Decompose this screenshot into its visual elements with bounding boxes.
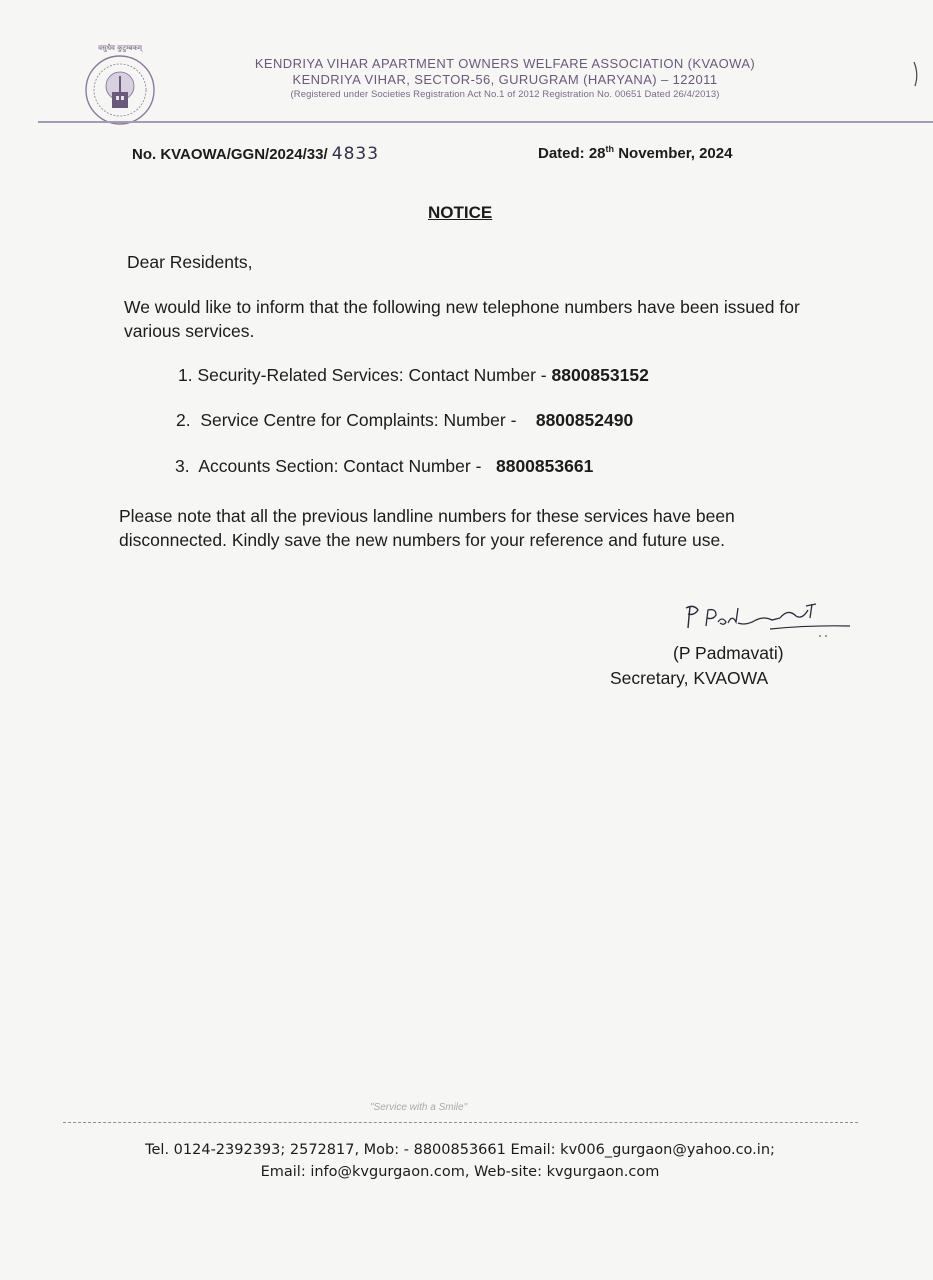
signatory-name: (P Padmavati) xyxy=(673,643,784,663)
item-number: 8800852490 xyxy=(535,410,634,430)
greeting: Dear Residents, xyxy=(127,252,253,272)
reference-number xyxy=(132,144,379,164)
item-label: 2. Service Centre for Complaints: Number - xyxy=(176,410,536,430)
letterhead xyxy=(190,56,820,102)
handwritten-signature xyxy=(680,596,860,646)
header-divider xyxy=(38,121,933,123)
association-logo xyxy=(72,40,168,128)
association-address: KENDRIYA VIHAR, SECTOR-56, GURUGRAM (HARYANA) – 122011 xyxy=(292,72,718,87)
footer-contact xyxy=(60,1139,860,1183)
reference-prefix: No. KVAOWA/GGN/2024/33/ xyxy=(132,146,332,163)
footer-line-1: Tel. 0124-2392393; 2572817, Mob: - 8800853661 Email: kv006_gurgaon@yahoo.co.in; xyxy=(145,1142,775,1158)
association-title: KENDRIYA VIHAR APARTMENT OWNERS WELFARE ASSOCIATION (KVAOWA) xyxy=(254,56,756,71)
notice-date xyxy=(538,144,732,162)
item-number: 8800853152 xyxy=(551,365,649,385)
closing-paragraph: Please note that all the previous landline numbers for these services have been disconnected. Kindly save the new numbers for your reference and future use. xyxy=(119,506,735,550)
list-item xyxy=(176,410,633,431)
date-ordinal: th xyxy=(605,144,615,154)
registration-details: (Registered under Societies Registration Act No.1 of 2012 Registration No. 00651 Dated 26/4/2013) xyxy=(290,89,720,100)
footer-line-2: Email: info@kvgurgaon.com, Web-site: kvgurgaon.com xyxy=(260,1164,660,1180)
item-label: 1. Security-Related Services: Contact Number - xyxy=(178,365,552,385)
logo-caption: वसुधैव कुटुम्बकम् xyxy=(98,44,142,52)
handwritten-reference: 4833 xyxy=(331,144,380,164)
item-label: 3. Accounts Section: Contact Number - xyxy=(175,456,496,476)
notice-title: NOTICE xyxy=(428,203,493,222)
date-prefix: Dated: 28 xyxy=(538,145,606,162)
intro-paragraph: We would like to inform that the following new telephone numbers have been issued for various services. xyxy=(124,297,800,341)
item-number: 8800853661 xyxy=(495,456,594,476)
date-suffix: November, 2024 xyxy=(614,145,733,162)
footer-divider xyxy=(63,1122,858,1123)
edge-mark xyxy=(913,60,921,88)
list-item xyxy=(175,456,593,477)
footer-motto: "Service with a Smile" xyxy=(370,1102,468,1113)
signatory-title: Secretary, KVAOWA xyxy=(610,668,769,688)
list-item xyxy=(178,365,649,386)
